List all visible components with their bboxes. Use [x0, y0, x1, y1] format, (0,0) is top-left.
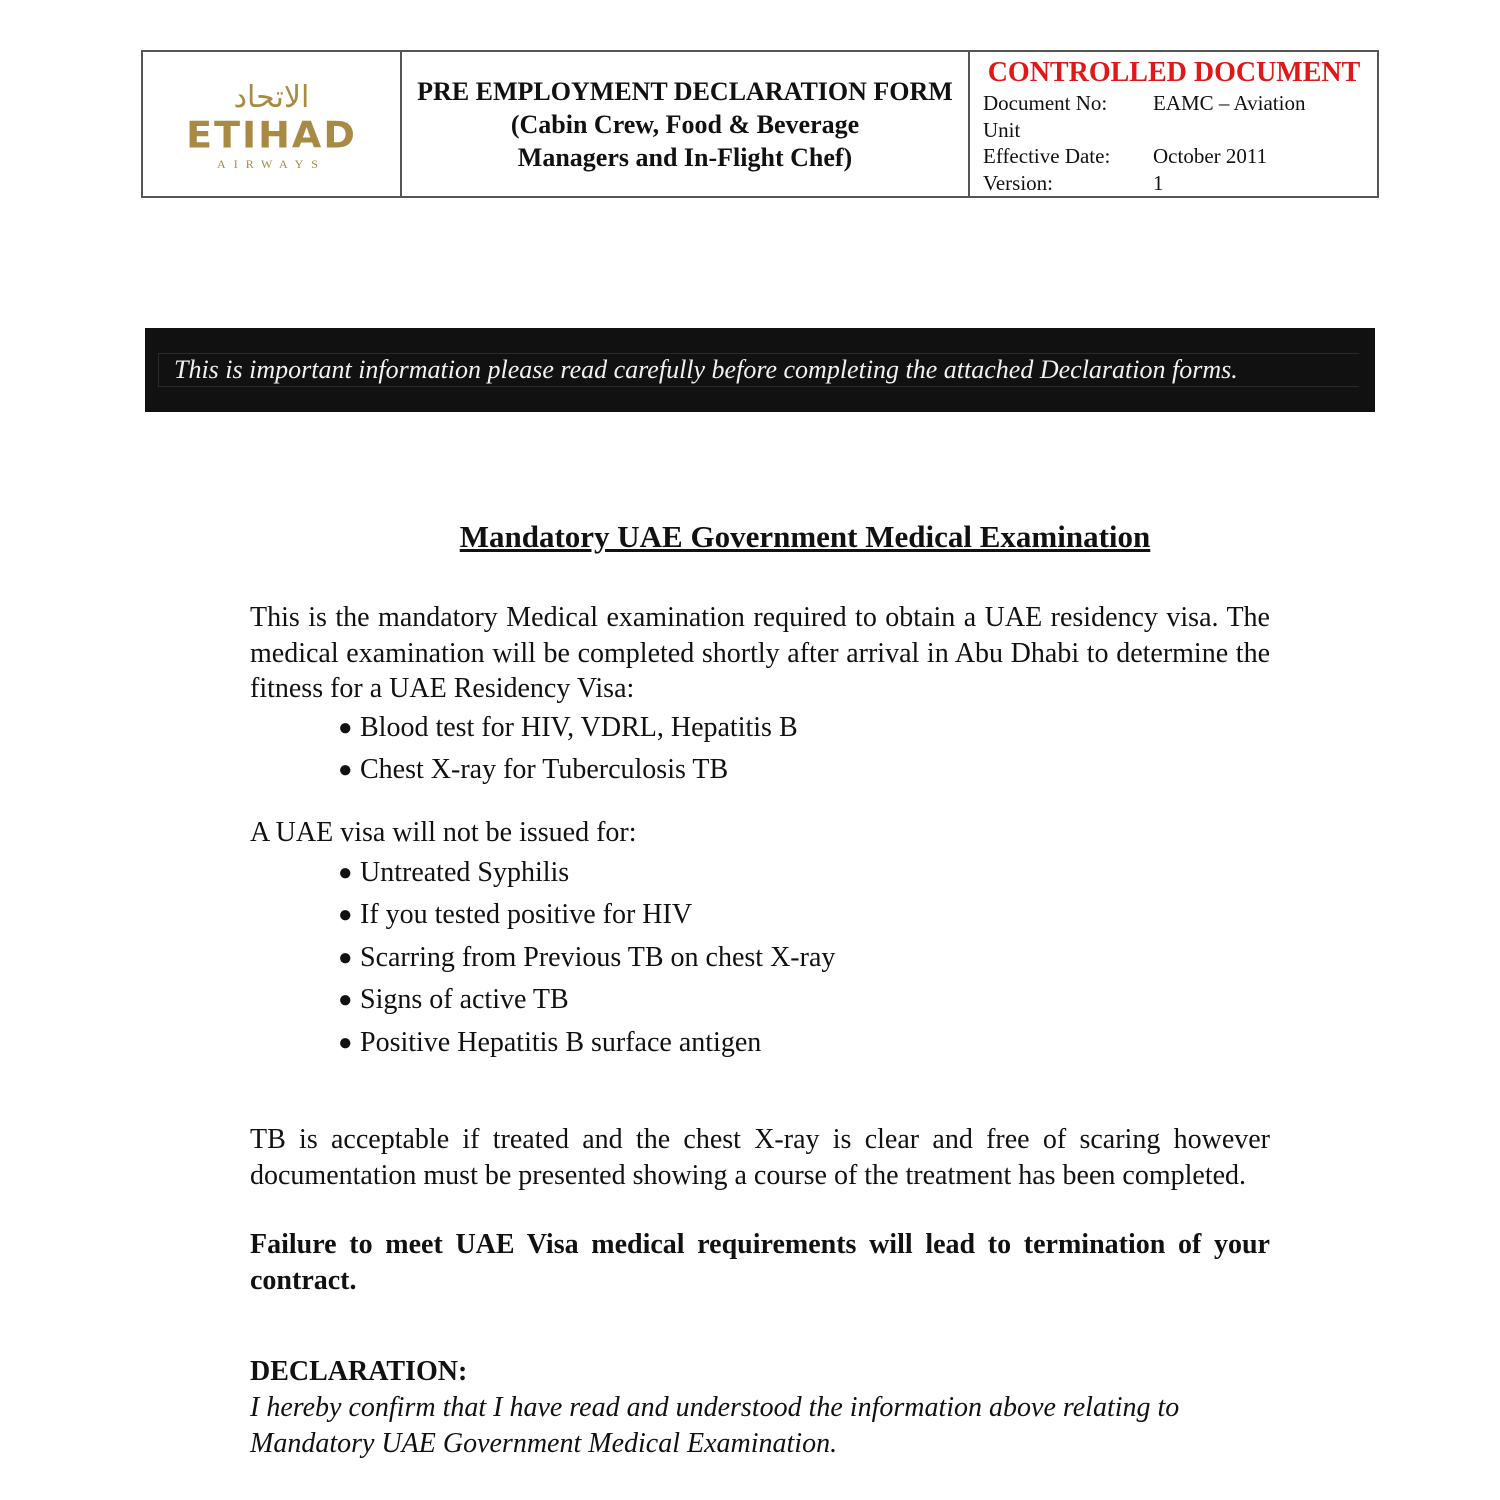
- bullet-icon: ●: [338, 987, 353, 1013]
- document-number-continuation: Unit: [983, 117, 1021, 142]
- visa-denial-list: [338, 852, 1270, 1065]
- bullet-icon: ●: [338, 1029, 353, 1056]
- list-item: ● If you tested positive for HIV: [338, 894, 1270, 937]
- logo-subtitle: AIRWAYS: [217, 157, 326, 171]
- tb-note-paragraph: TB is acceptable if treated and the chest X-ray is clear and free of scaring however documentation must be presented showing a course of the treatment has been completed.: [250, 1124, 1270, 1191]
- bullet-icon: ●: [338, 902, 353, 928]
- version-row: Version: 1: [983, 170, 1164, 195]
- controlled-document-info: [970, 52, 1377, 196]
- form-title-cell: [402, 52, 970, 196]
- etihad-logo: [143, 52, 402, 196]
- list-item: ● Signs of active TB: [338, 979, 1270, 1022]
- effective-date-row: Effective Date: October 2011: [983, 144, 1268, 168]
- declaration-text: I hereby confirm that I have read and understood the information above relating to Mandatory UAE Government Medical Examination.: [250, 1392, 1180, 1459]
- section-title: Mandatory UAE Government Medical Examination: [459, 519, 1151, 554]
- bullet-icon: ●: [338, 944, 353, 971]
- required-tests-list: [338, 707, 1270, 792]
- declaration-heading: DECLARATION:: [250, 1356, 468, 1387]
- controlled-document-heading: CONTROLLED DOCUMENT: [987, 57, 1361, 88]
- intro-paragraph: This is the mandatory Medical examination required to obtain a UAE residency visa. The medical examination will be completed shortly after arrival in Abu Dhabi to determine the fitness for a UAE Residency Visa:: [250, 602, 1270, 704]
- notice-text: This is important information please read carefully before completing the attached Declaration forms.: [174, 355, 1238, 384]
- form-title: PRE EMPLOYMENT DECLARATION FORM (Cabin Crew, Food & Beverage Managers and In-Flight Chef): [417, 76, 953, 172]
- document-header: [141, 50, 1379, 198]
- bullet-icon: ●: [338, 714, 353, 741]
- list-item: ● Untreated Syphilis: [338, 852, 1270, 895]
- important-notice-bar: [145, 328, 1375, 412]
- bullet-icon: ●: [338, 757, 353, 783]
- list-item: ● Blood test for HIV, VDRL, Hepatitis B: [338, 707, 1270, 750]
- list-item: ● Positive Hepatitis B surface antigen: [338, 1022, 1270, 1065]
- list-item: ● Scarring from Previous TB on chest X-ray: [338, 937, 1270, 980]
- bullet-icon: ●: [338, 859, 353, 886]
- termination-warning: Failure to meet UAE Visa medical requirements will lead to termination of your contract.: [250, 1229, 1270, 1296]
- not-issued-intro: A UAE visa will not be issued for:: [250, 816, 637, 848]
- document-body: [250, 515, 1270, 1462]
- document-number-row: Document No: EAMC – Aviation: [983, 91, 1306, 115]
- logo-arabic-text: الاتحاد: [233, 80, 310, 115]
- logo-name: ETIHAD: [186, 114, 357, 156]
- list-item: ● Chest X-ray for Tuberculosis TB: [338, 749, 1270, 792]
